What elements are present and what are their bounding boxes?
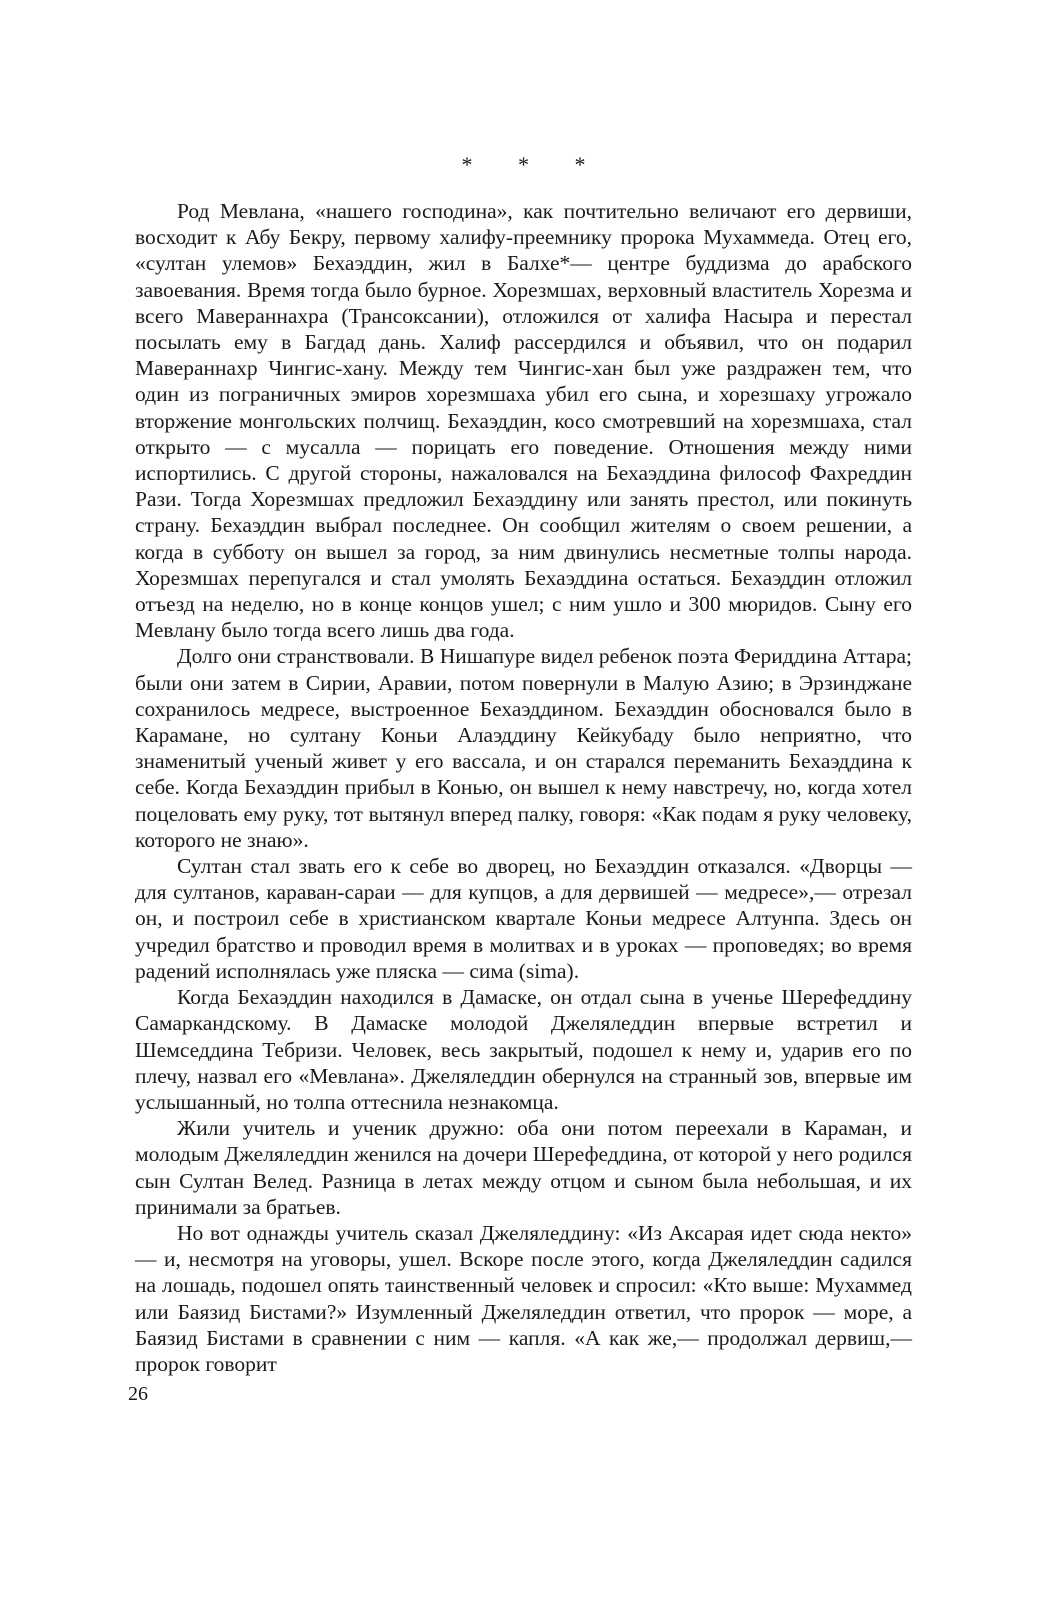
- paragraph: Жили учитель и ученик дружно: оба они потом переехали в Караман, и молодым Джеляледдин женился на дочери Шерефеддина, от которой у него родился сын Султан Велед. Разница в летах между отцом и сыном была небольшая, и их принимали за братьев.: [135, 1116, 912, 1219]
- paragraph: Долго они странствовали. В Нишапуре видел ребенок поэта Фериддина Аттара; были они затем в Сирии, Аравии, потом повернули в Малую Азию; в Эрзинджане сохранилось медресе, выстроенное Бехаэддином. Бехаэддин обосновался было в Карамане, но султану Коньи Алаэддину Кейкубаду было неприятно, что знаменитый ученый живет у его вассала, и он старался переманить Бехаэддина к себе. Когда Бехаэддин прибыл в Конью, он вышел к нему навстречу, но, когда хотел поцеловать ему руку, тот вытянул вперед палку, говоря: «Как подам я руку человеку, которого не знаю».: [135, 644, 912, 852]
- body-text: [135, 198, 912, 1377]
- page-body: [135, 150, 912, 1377]
- separator-asterisk: *: [518, 152, 529, 177]
- separator-asterisk: *: [461, 152, 473, 177]
- paragraph: Султан стал звать его к себе во дворец, но Бехаэддин отказался. «Дворцы — для султанов, караван-сараи — для купцов, а для дервишей — медресе»,— отрезал он, и построил себе в христианском квартале Коньи медресе Алтунпа. Здесь он учредил братство и проводил время в молитвах и в уроках — проповедях; во время радений исполнялась уже пляска — сима (sima).: [135, 854, 912, 983]
- paragraph: Когда Бехаэддин находился в Дамаске, он отдал сына в ученье Шерефеддину Самаркандскому. В Дамаске молодой Джеляледдин впервые встретил и Шемседдина Тебризи. Человек, весь закрытый, подошел к нему и, ударив его по плечу, назвал его «Мевлана». Джеляледдин обернулся на странный зов, впервые им услышанный, но толпа оттеснила незнакомца.: [135, 985, 912, 1114]
- paragraph: Но вот однажды учитель сказал Джеляледдину: «Из Аксарая идет сюда некто» — и, несмотря на уговоры, ушел. Вскоре после этого, когда Джеляледдин садился на лошадь, подошел опять таинственный человек и спросил: «Кто выше: Мухаммед или Баязид Бистами?» Изумленный Джеляледдин ответил, что пророк — море, а Баязид Бистами в сравнении с ним — капля. «А как же,— продолжал дервиш,— пророк говорит: [135, 1220, 912, 1376]
- page-number: 26: [128, 1383, 148, 1405]
- section-separator: [135, 150, 912, 180]
- paragraph: Род Мевлана, «нашего господина», как почтительно величают его дервиши, восходит к Абу Бекру, первому халифу-преемнику пророка Мухаммеда. Отец его, «султан улемов» Бехаэддин, жил в Балхе*— центре буддизма до арабского завоевания. Время тогда было бурное. Хорезмшах, верховный властитель Хорезма и всего Мавераннахра (Трансоксании), отложился от халифа Насыра и перестал посылать ему в Багдад дань. Халиф рассердился и объявил, что он подарил Мавераннахр Чингис-хану. Между тем Чингис-хан был уже раздражен тем, что один из пограничных эмиров хорезмшаха убил его сына, и хорезшаху угрожало вторжение монгольских полчищ. Бехаэддин, косо смотревший на хорезмшаха, стал открыто — с мусалла — порицать его поведение. Отношения между ними испортились. С другой стороны, нажаловался на Бехаэддина философ Фахреддин Рази. Тогда Хорезмшах предложил Бехаэддину или занять престол, или покинуть страну. Бехаэддин выбрал последнее. Он сообщил жителям о своем решении, а когда в субботу он вышел за город, за ним двинулись несметные толпы народа. Хорезмшах перепугался и стал умолять Бехаэддина остаться. Бехаэддин отложил отъезд на неделю, но в конце концов ушел; с ним ушло и 300 мюридов. Сыну его Мевлану было тогда всего лишь два года.: [135, 199, 912, 643]
- separator-asterisk: *: [574, 152, 586, 177]
